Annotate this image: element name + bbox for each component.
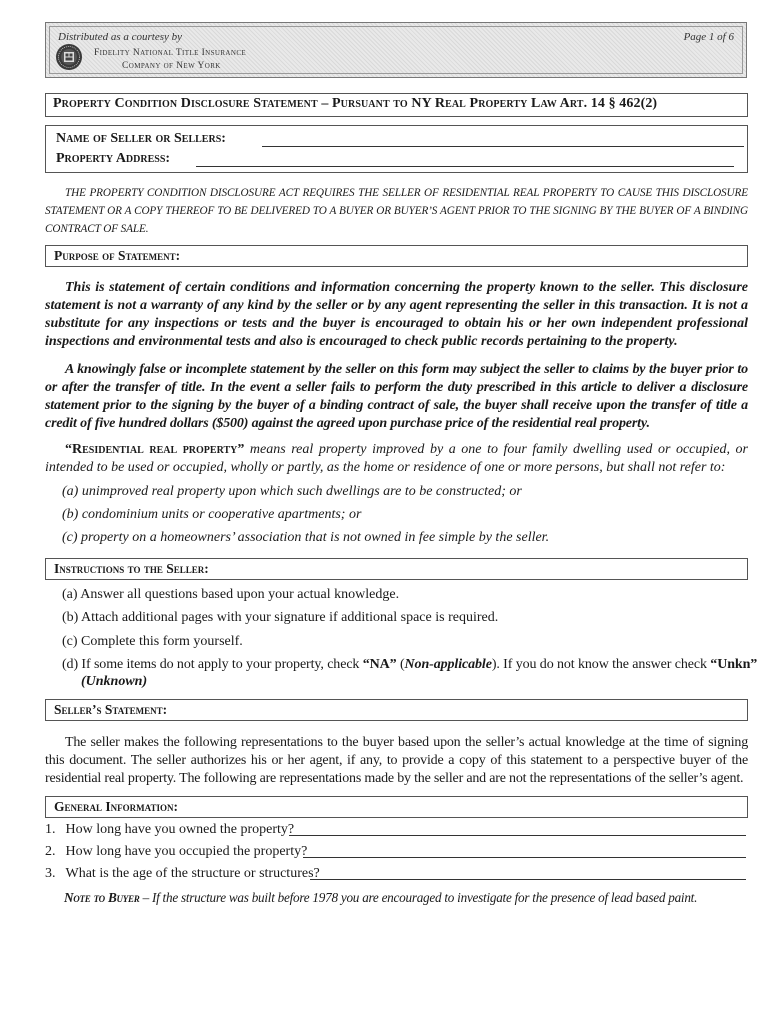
note-to-buyer: [64, 890, 697, 906]
question-1-number: 1.: [45, 822, 56, 837]
general-info-label: General Information:: [54, 799, 178, 814]
instruction-d-mid: ). If you do not know the answer check: [491, 657, 711, 672]
question-2-number: 2.: [45, 844, 56, 859]
seller-name-field[interactable]: [262, 146, 744, 147]
courtesy-text: Distributed as a courtesy by: [58, 31, 183, 43]
question-3-number: 3.: [45, 866, 56, 881]
instruction-d-prefix: (d) If some items do not apply to your property, check: [62, 657, 363, 672]
company-name-line1: Fidelity National Title Insurance: [94, 48, 247, 58]
question-3-text: What is the age of the structure or structures?: [65, 866, 320, 881]
general-info-section-header: [45, 796, 748, 818]
question-1: [45, 822, 294, 838]
definition-item-a: (a) unimproved real property upon which such dwellings are to be constructed; or: [62, 484, 522, 499]
question-2: [45, 844, 307, 860]
non-applicable-label: Non-applicable: [404, 657, 492, 672]
document-title: Property Condition Disclosure Statement – Pursuant to NY Real Property Law Art. 14 § 462(2): [53, 96, 658, 111]
note-to-buyer-text: – If the structure was built before 1978 you are encouraged to investigate for the presence of lead based paint.: [139, 890, 698, 905]
seller-name-label: Name of Seller or Sellers:: [56, 131, 226, 146]
page-number: Page 1 of 6: [683, 31, 734, 43]
purpose-paragraph-1: This is statement of certain conditions and information concerning the property known to the seller. This disclosure statement is not a warranty of any kind by the seller or by any agent representing the seller in this transaction. It is not a substitute for any inspections or tests and the buyer is encouraged to obtain his or her own independent professional inspections and environmental tests and also is encouraged to check public records pertaining to the property.: [45, 280, 748, 349]
instructions-section-header: [45, 558, 748, 580]
answer-field-1[interactable]: [289, 835, 746, 836]
instruction-d: [62, 656, 757, 674]
seller-info-box: [45, 125, 748, 173]
unkn-label: “Unkn”: [710, 657, 758, 672]
answer-field-2[interactable]: [303, 857, 746, 858]
instruction-d-open: (: [396, 657, 405, 672]
instruction-b: (b) Attach additional pages with your signature if additional space is required.: [62, 610, 499, 625]
instruction-a: (a) Answer all questions based upon your actual knowledge.: [62, 587, 400, 602]
title-box: [45, 93, 748, 117]
question-3: [45, 866, 320, 882]
definition-term: “Residential real property”: [65, 442, 245, 457]
answer-field-3[interactable]: [310, 879, 746, 880]
sellers-statement-label: Seller’s Statement:: [54, 702, 168, 717]
instruction-c: (c) Complete this form yourself.: [62, 634, 243, 649]
property-address-label: Property Address:: [56, 151, 171, 166]
unknown-label: (Unknown): [81, 674, 148, 689]
sellers-statement-section-header: [45, 699, 748, 721]
property-address-field[interactable]: [196, 166, 734, 167]
instructions-label: Instructions to the Seller:: [54, 561, 209, 576]
purpose-section-header: [45, 245, 748, 267]
sellers-statement-text: The seller makes the following representations to the buyer based upon the seller’s actual knowledge at the time of signing this document. The seller authorizes his or her agent, if any, to provide a copy of this statement to a perspective buyer of the residential real property. The following are representations made by the seller and are not the representations of the seller’s agent.: [45, 735, 748, 786]
question-1-text: How long have you owned the property?: [65, 822, 295, 837]
note-to-buyer-label: Note to Buyer: [64, 890, 140, 905]
residential-definition: [45, 441, 748, 477]
disclosure-notice: THE PROPERTY CONDITION DISCLOSURE ACT REQUIRES THE SELLER OF RESIDENTIAL REAL PROPERTY TO CAUSE THIS DISCLOSURE STATEMENT OR A COPY THEREOF TO BE DELIVERED TO A BUYER OR BUYER’S AGENT PRIOR TO THE SIGNING BY THE BUYER OF A BINDING CONTRACT OF SALE.: [45, 187, 748, 235]
definition-item-b: (b) condominium units or cooperative apartments; or: [62, 507, 362, 522]
question-2-text: How long have you occupied the property?: [65, 844, 308, 859]
header-banner-inner: [49, 26, 743, 74]
purpose-paragraph-2: A knowingly false or incomplete statement by the seller on this form may subject the seller to claims by the buyer prior to or after the transfer of title. In the event a seller fails to perform the duty prescribed in this article to deliver a disclosure statement prior to the signing by the buyer of a binding contract of sale, the buyer shall receive upon the transfer of title a credit of five hundred dollars ($500) against the agreed upon purchase price of the residential real property.: [45, 362, 748, 431]
na-label: “NA”: [362, 657, 397, 672]
definition-text: means real property improved by a one to four family dwelling used or occupied, or intended to be used or occupied, wholly or partly, as the home or residence of one or more persons, but shall not refer to:: [45, 442, 748, 475]
company-seal-icon: [55, 43, 83, 71]
definition-item-c: (c) property on a homeowners’ association that is not owned in fee simple by the seller.: [62, 530, 550, 545]
company-name-line2: Company of New York: [122, 61, 221, 71]
purpose-label: Purpose of Statement:: [54, 248, 181, 263]
header-banner: [45, 22, 747, 78]
